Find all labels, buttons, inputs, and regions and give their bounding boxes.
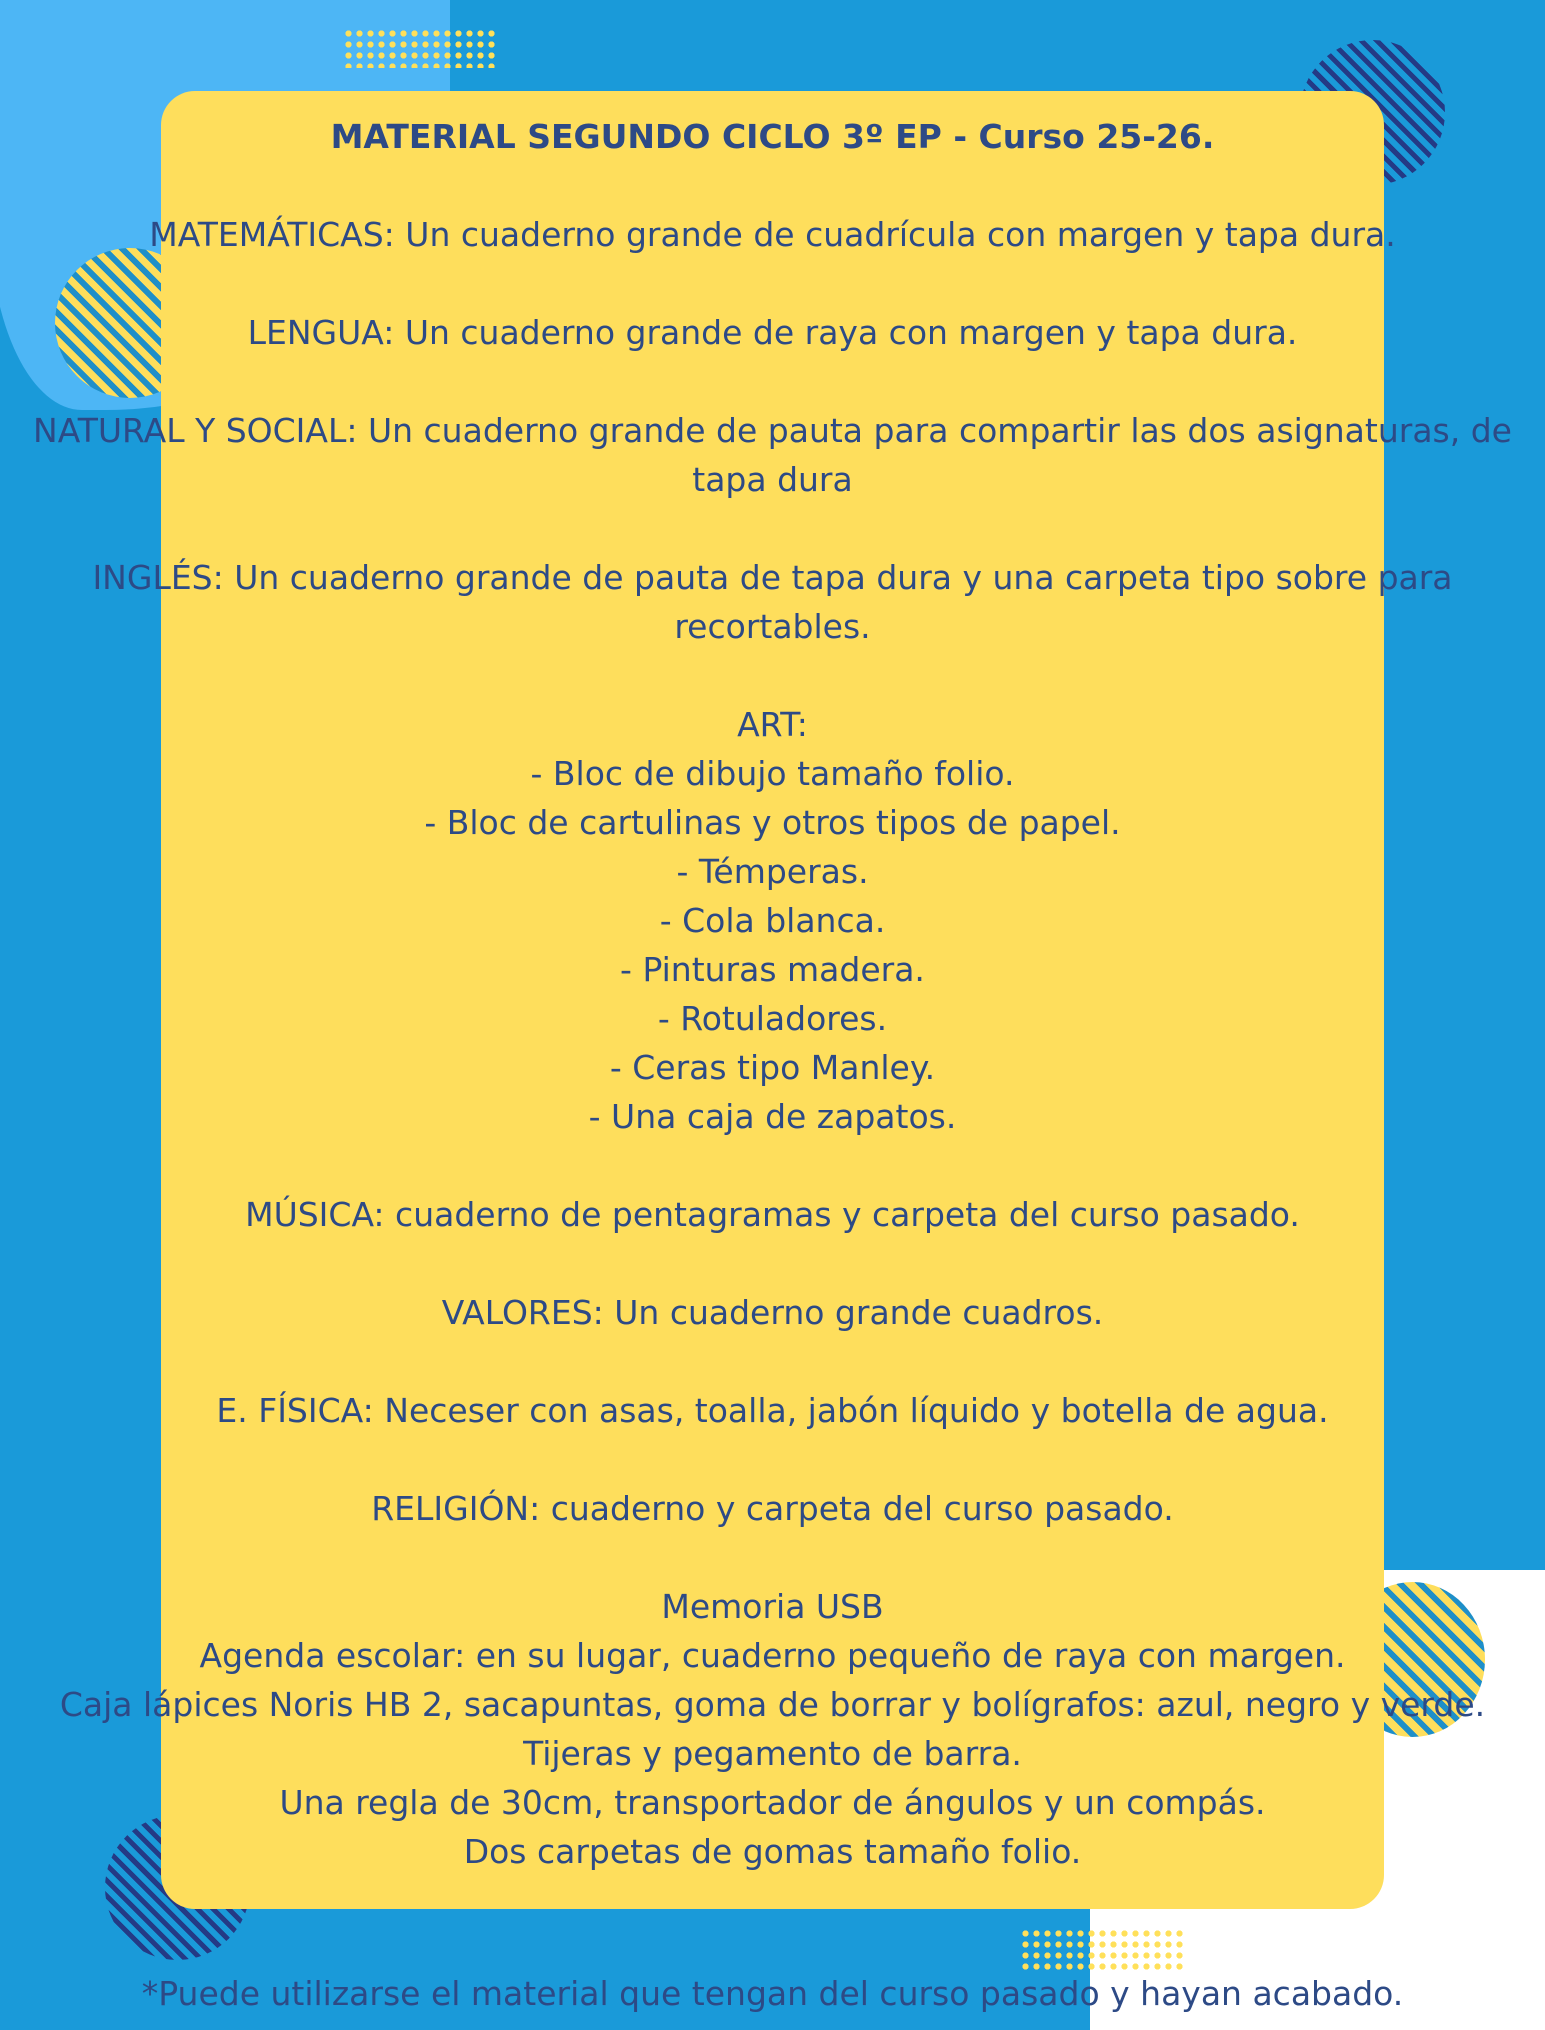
art-item: - Bloc de dibujo tamaño folio. (530, 754, 1015, 793)
art-list (0, 700, 1545, 1141)
material-list (0, 112, 1545, 2018)
subject-lengua: LENGUA: Un cuaderno grande de raya con margen y tapa dura. (247, 313, 1298, 352)
art-item: - Ceras tipo Manley. (609, 1048, 936, 1087)
subject-musica: MÚSICA: cuaderno de pentagramas y carpeta del curso pasado. (245, 1195, 1300, 1234)
dot-grid-top (343, 28, 498, 68)
footer-note: *Puede utilizarse el material que tengan del curso pasado y hayan acabado. (141, 1974, 1404, 2013)
general-item: Memoria USB (661, 1587, 884, 1626)
subject-religion: RELIGIÓN: cuaderno y carpeta del curso pasado. (371, 1489, 1174, 1528)
general-item: Caja lápices Noris HB 2, sacapuntas, goma de borrar y bolígrafos: azul, negro y verde. (59, 1685, 1486, 1724)
art-item: - Rotuladores. (657, 999, 888, 1038)
art-item: - Pinturas madera. (620, 950, 925, 989)
subject-matematicas: MATEMÁTICAS: Un cuaderno grande de cuadrícula con margen y tapa dura. (149, 215, 1396, 254)
subject-valores: VALORES: Un cuaderno grande cuadros. (441, 1293, 1104, 1332)
subject-ingles: INGLÉS: Un cuaderno grande de pauta de tapa dura y una carpeta tipo sobre para recortables. (92, 558, 1453, 646)
subject-natural-social: NATURAL Y SOCIAL: Un cuaderno grande de pauta para compartir las dos asignaturas, de tapa dura (33, 411, 1512, 499)
art-item: - Témperas. (676, 852, 869, 891)
art-item: - Una caja de zapatos. (588, 1097, 957, 1136)
art-heading: ART: (737, 705, 808, 744)
subject-educacion-fisica: E. FÍSICA: Neceser con asas, toalla, jabón líquido y botella de agua. (216, 1391, 1329, 1430)
art-item: - Cola blanca. (659, 901, 886, 940)
art-item: - Bloc de cartulinas y otros tipos de papel. (424, 803, 1121, 842)
general-item: Una regla de 30cm, transportador de ángulos y un compás. (279, 1783, 1266, 1822)
general-item: Agenda escolar: en su lugar, cuaderno pequeño de raya con margen. (199, 1636, 1346, 1675)
general-item: Dos carpetas de gomas tamaño folio. (463, 1832, 1082, 1871)
general-items-list (0, 1582, 1545, 1876)
general-item: Tijeras y pegamento de barra. (523, 1734, 1022, 1773)
page-title: MATERIAL SEGUNDO CICLO 3º EP - Curso 25-26. (330, 117, 1215, 156)
